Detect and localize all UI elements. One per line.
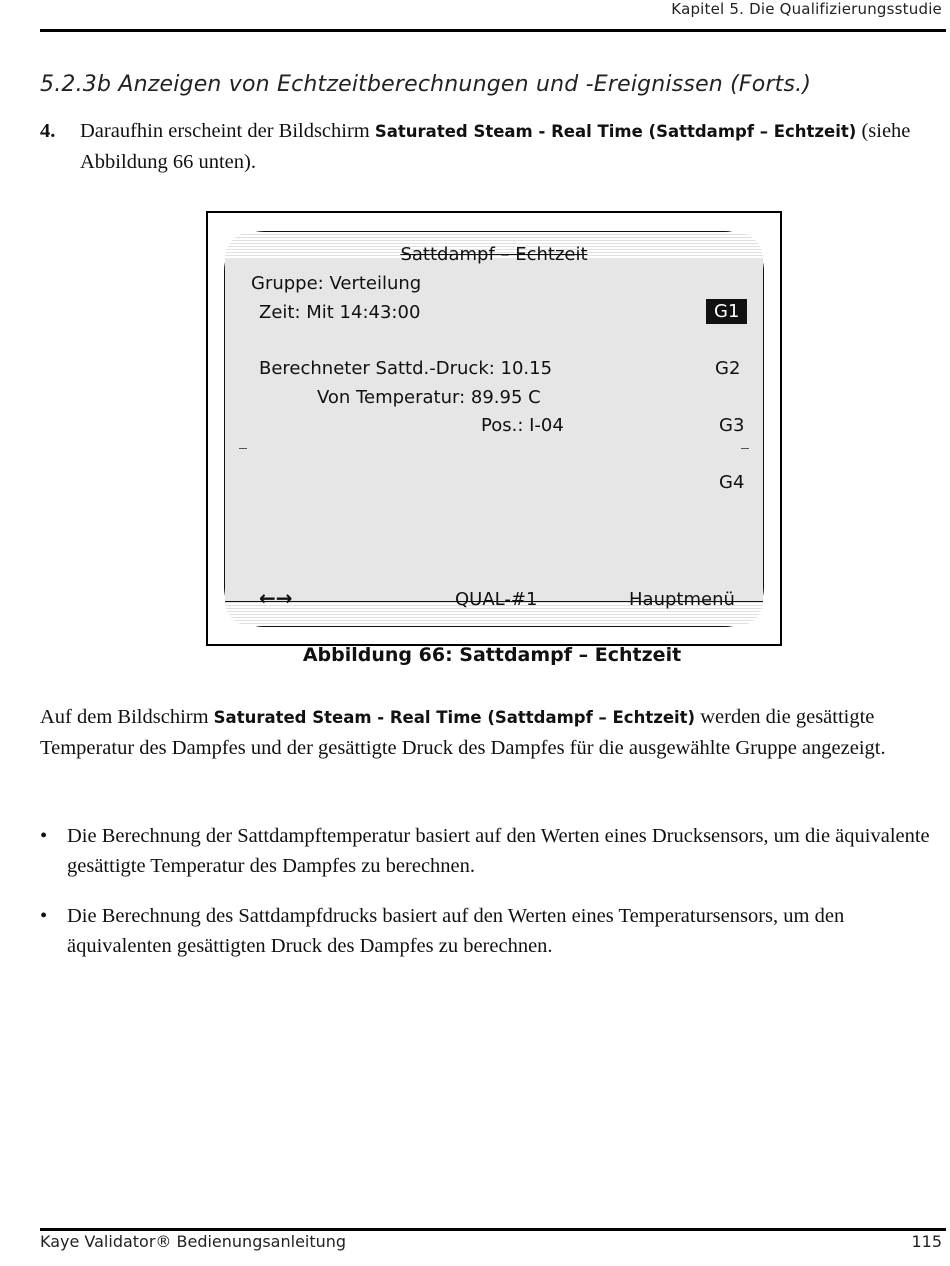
bullet-marker: • bbox=[40, 905, 48, 927]
description-paragraph bbox=[40, 702, 940, 763]
step-text-after: (siehe Abbildung 66 unten). bbox=[80, 120, 911, 173]
screen-arrows-icon[interactable]: ←→ bbox=[259, 586, 293, 610]
screen-temperature: Von Temperatur: 89.95 C bbox=[317, 387, 541, 408]
screen-tick-right bbox=[741, 448, 749, 449]
screen-title: Sattdampf – Echtzeit bbox=[400, 244, 588, 265]
step-ui-label: Saturated Steam - Real Time (Sattdampf – Echtzeit) bbox=[374, 122, 857, 141]
bullet-text: Die Berechnung der Sattdampftemperatur basiert auf den Werten eines Drucksensors, um die äquivalente gesättigte Temperatur des Dampfes zu berechnen. bbox=[67, 825, 930, 877]
screen-group-button-g4[interactable]: G4 bbox=[719, 472, 745, 493]
screen-position: Pos.: I-04 bbox=[481, 415, 564, 436]
para-ui-label: Saturated Steam - Real Time (Sattdampf – Echtzeit) bbox=[213, 708, 696, 727]
chapter-header: Kapitel 5. Die Qualifizierungsstudie bbox=[671, 0, 942, 18]
figure-66 bbox=[206, 211, 782, 646]
screen-group-button-g2[interactable]: G2 bbox=[715, 358, 741, 379]
screen-group-button-g3[interactable]: G3 bbox=[719, 415, 745, 436]
screen-group-label: Gruppe: Verteilung bbox=[251, 273, 422, 294]
para-text-after: werden die gesättigte Temperatur des Dampfes und der gesättigte Druck des Dampfes für die ausgewählte Gruppe angezeigt. bbox=[40, 706, 886, 759]
header-rule bbox=[40, 29, 946, 32]
step-number: 4. bbox=[40, 120, 56, 142]
step-text-before: Daraufhin erscheint der Bildschirm bbox=[80, 120, 375, 142]
screen-main-menu-button[interactable]: Hauptmenü bbox=[629, 589, 735, 610]
screen-qual-label[interactable]: QUAL-#1 bbox=[455, 589, 538, 610]
footer-rule bbox=[40, 1228, 946, 1231]
screen-calc-pressure: Berechneter Sattd.-Druck: 10.15 bbox=[259, 358, 553, 379]
section-heading: 5.2.3b Anzeigen von Echtzeitberechnungen und -Ereignissen (Forts.) bbox=[40, 72, 812, 97]
para-text-before: Auf dem Bildschirm bbox=[40, 706, 214, 728]
screen-group-button-g1[interactable]: G1 bbox=[706, 299, 747, 324]
footer-manual-title: Kaye Validator® Bedienungsanleitung bbox=[40, 1232, 347, 1251]
device-screen bbox=[224, 231, 764, 627]
bullet-text: Die Berechnung des Sattdampfdrucks basiert auf den Werten eines Temperatursensors, um den äquivalenten gesättigten Druck des Dampfes zu berechnen. bbox=[67, 905, 845, 957]
screen-tick-left bbox=[239, 448, 247, 449]
step-text bbox=[80, 116, 940, 177]
page-number: 115 bbox=[911, 1232, 942, 1251]
figure-caption: Abbildung 66: Sattdampf – Echtzeit bbox=[302, 644, 682, 666]
screen-time-label: Zeit: Mit 14:43:00 bbox=[259, 302, 421, 323]
bullet-marker: • bbox=[40, 825, 48, 847]
